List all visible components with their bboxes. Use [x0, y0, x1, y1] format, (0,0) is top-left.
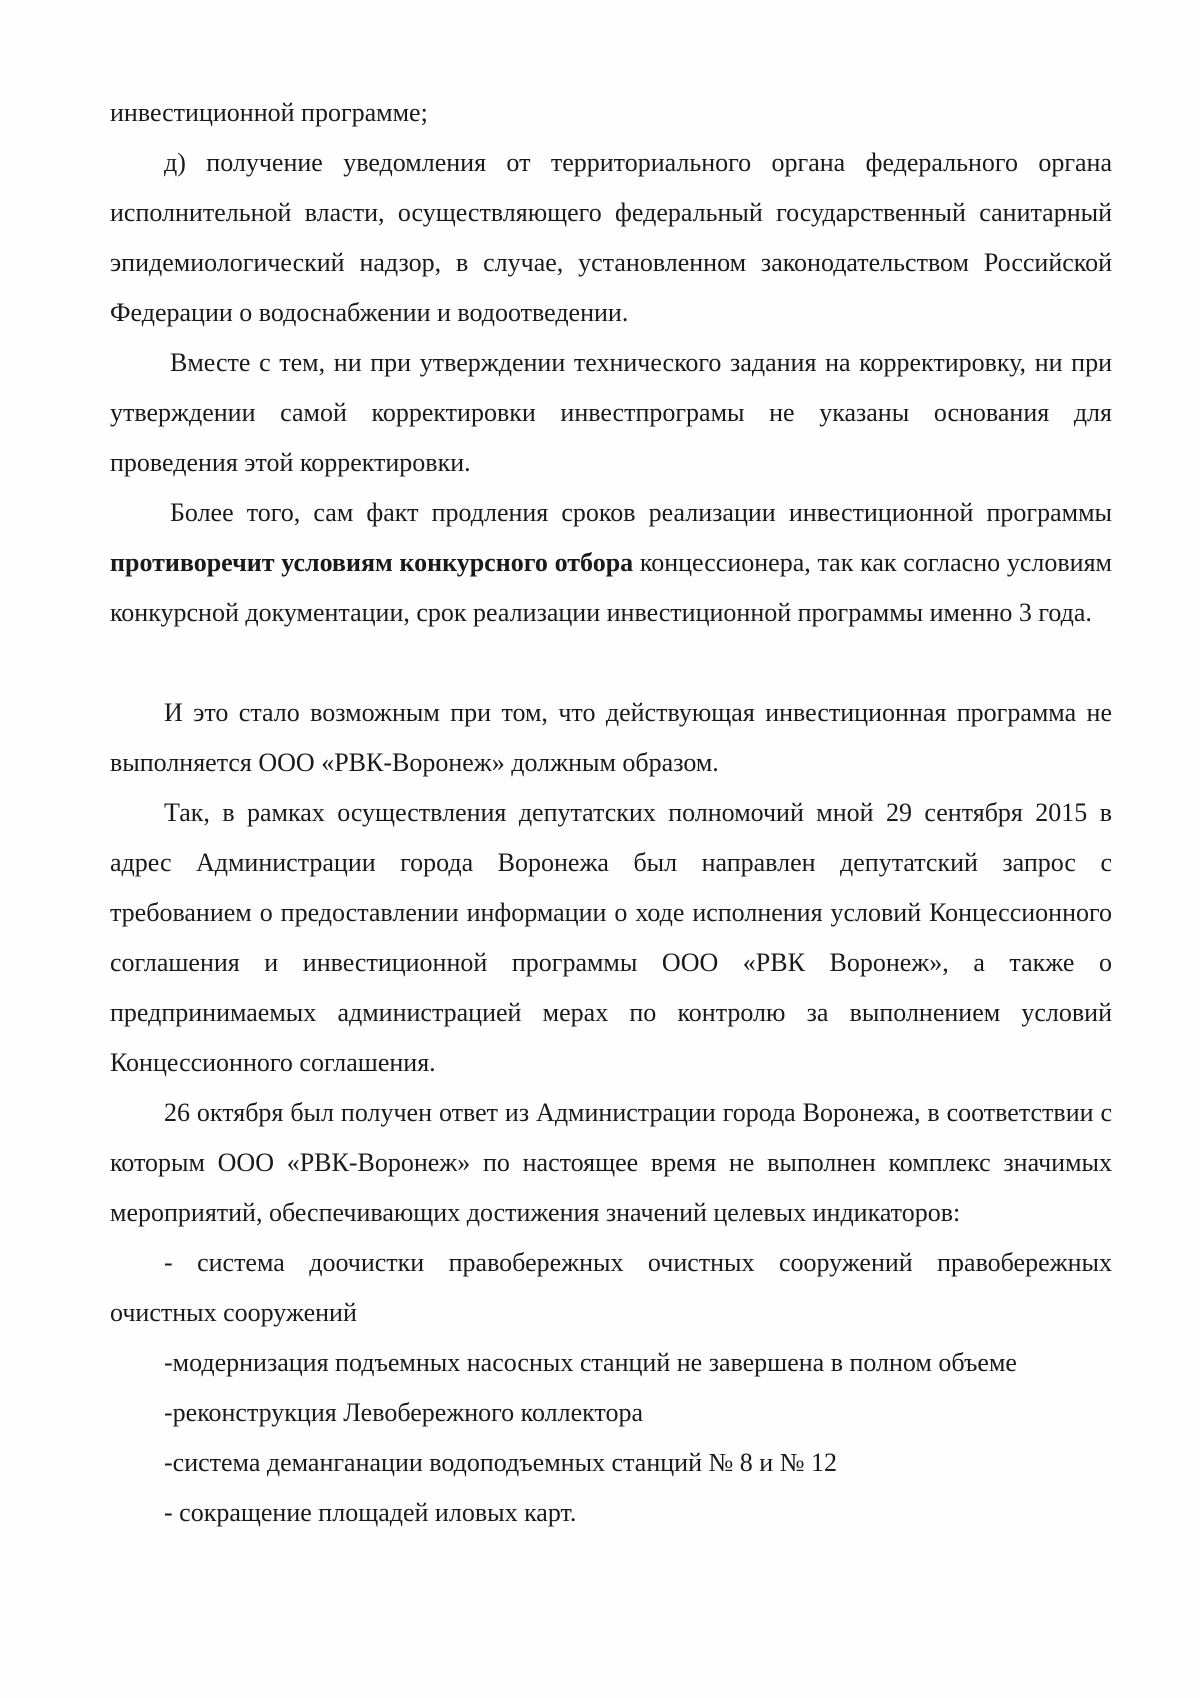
paragraph-deputy-request: Так, в рамках осуществления депутатских полномочий мной 29 сентября 2015 в адрес Администрации города Воронежа был направлен депутатский запрос с требованием о предоставлении информации о ходе исполнения условий Концессионного соглашения и инвестиционной программы ООО «РВК Воронеж», а также о предпринимаемых администрацией мерах по контролю за выполнением условий Концессионного соглашения.: [110, 798, 1112, 1077]
list-item: -реконструкция Левобережного коллектора: [164, 1398, 643, 1427]
paragraph-correction-grounds: Вместе с тем, ни при утверждении технического задания на корректировку, ни при утверждении самой корректировки инвестпрограмы не указаны основания для проведения этой корректировки.: [110, 348, 1112, 477]
paragraph-administration-response: 26 октября был получен ответ из Администрации города Воронежа, в соответствии с которым ООО «РВК-Воронеж» по настоящее время не выполнен комплекс значимых мероприятий, обеспечивающих достижения значений целевых индикаторов:: [110, 1098, 1112, 1227]
paragraph-contradiction-end: концессионера, так как согласно условиям конкурсной документации, срок реализации инвестиционной программы именно 3 года.: [110, 548, 1113, 627]
document-body: [110, 88, 1112, 1538]
paragraph-contradiction: [110, 488, 1112, 638]
paragraph-item-d: д) получение уведомления от территориального органа федерального органа исполнительной власти, осуществляющего федеральный государственный санитарный эпидемиологический надзор, в случае, установленном законодательством Российской Федерации о водоснабжении и водоотведении.: [110, 148, 1112, 327]
paragraph-contradiction-start: Более того, сам факт продления сроков реализации инвестиционной программы: [170, 498, 1112, 527]
paragraph-gap: [110, 638, 1112, 688]
list-item: - сокращение площадей иловых карт.: [164, 1498, 577, 1527]
paragraph-program-not-fulfilled: И это стало возможным при том, что действующая инвестиционная программа не выполняется ООО «РВК-Воронеж» должным образом.: [110, 698, 1112, 777]
paragraph-contradiction-bold: противоречит условиям конкурсного отбора: [110, 548, 634, 577]
list-item: -система деманганации водоподъемных станций № 8 и № 12: [164, 1448, 838, 1477]
list-item: -модернизация подъемных насосных станций не завершена в полном объеме: [164, 1348, 1017, 1377]
paragraph-continuation: инвестиционной программе;: [110, 98, 428, 127]
list-item: - система доочистки правобережных очистных сооружений правобережных очистных сооружений: [110, 1248, 1112, 1327]
